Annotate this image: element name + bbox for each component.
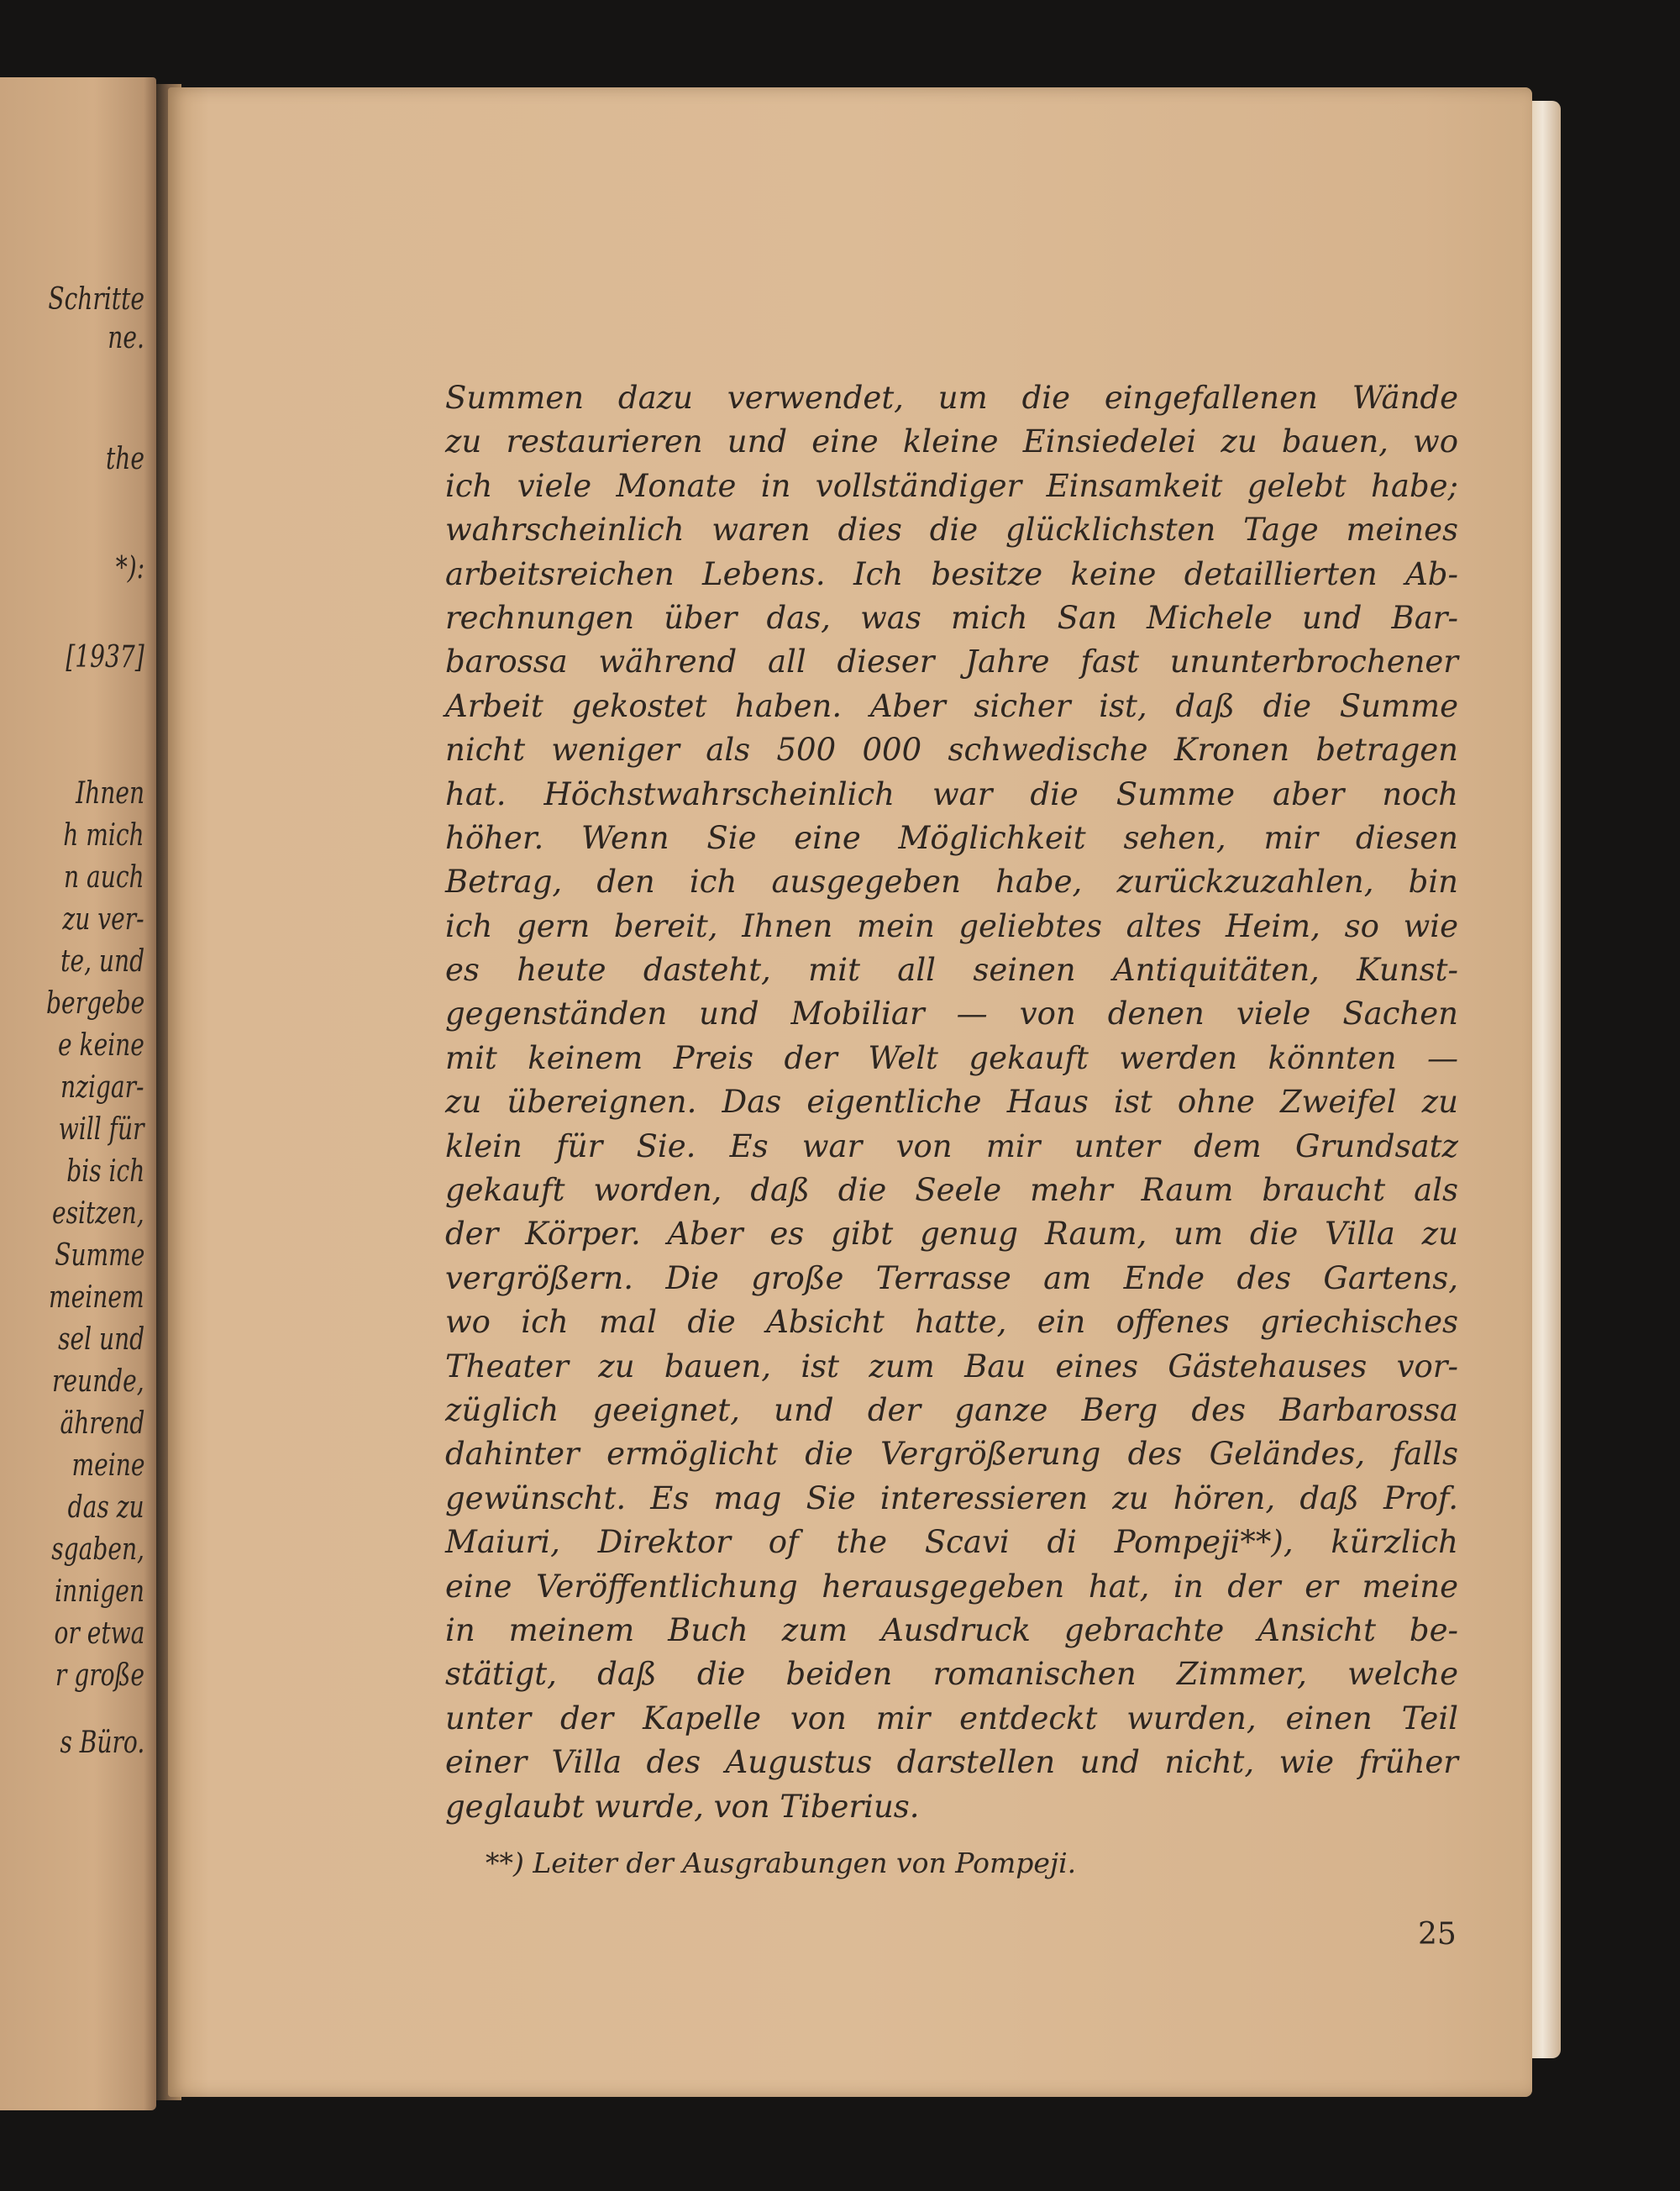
text-line: eine Veröffentlichung herausgegeben hat, in der er meine <box>445 1568 1458 1605</box>
text-line: gewünscht. Es mag Sie interessieren zu hören, daß Prof. <box>445 1479 1458 1516</box>
text-line: geglaubt wurde, von Tiberius. <box>445 1788 920 1825</box>
text-line: Theater zu bauen, ist zum Bau eines Gästehauses vor- <box>445 1348 1458 1384</box>
left-page-fragment: innigen <box>55 1574 144 1609</box>
left-page-fragment: sgaben, <box>51 1532 144 1567</box>
left-page-fragment: [1937] <box>66 640 144 675</box>
text-line: gekauft worden, daß die Seele mehr Raum braucht als <box>445 1172 1458 1209</box>
text-line: ich viele Monate in vollständiger Einsamkeit gelebt habe; <box>445 467 1458 504</box>
left-page-fragment: r große <box>55 1658 144 1693</box>
text-line: gegenständen und Mobiliar — von denen viele Sachen <box>445 996 1458 1032</box>
left-page-fragment: will für <box>59 1112 144 1147</box>
footnote: **) Leiter der Ausgrabungen von Pompeji. <box>486 1847 1077 1879</box>
left-page-fragment: *): <box>115 551 144 586</box>
text-line: Maiuri, Direktor of the Scavi di Pompeji**), kürzlich <box>445 1524 1458 1561</box>
left-page-fragment: s Büro. <box>60 1726 144 1760</box>
text-line: einer Villa des Augustus darstellen und nicht, wie früher <box>445 1744 1458 1781</box>
text-line: der Körper. Aber es gibt genug Raum, um die Villa zu <box>445 1216 1458 1253</box>
left-page-fragment: nzigar- <box>60 1070 144 1105</box>
text-line: klein für Sie. Es war von mir unter dem Grundsatz <box>445 1127 1458 1164</box>
text-line: wahrscheinlich waren dies die glücklichsten Tage meines <box>445 512 1458 549</box>
left-page-fragment: esitzen, <box>52 1196 144 1231</box>
left-page-fragment: h mich <box>63 818 144 853</box>
left-page-fragment: e keine <box>58 1028 144 1063</box>
left-page-fragment: zu ver- <box>62 902 144 937</box>
text-line: dahinter ermöglicht die Vergrößerung des Geländes, falls <box>445 1436 1458 1473</box>
left-page-fragment: Summe <box>54 1238 144 1273</box>
text-line: Betrag, den ich ausgegeben habe, zurückzuzahlen, bin <box>445 864 1458 901</box>
left-page-fragment: n auch <box>64 860 144 895</box>
text-line: hat. Höchstwahrscheinlich war die Summe aber noch <box>445 775 1458 812</box>
text-line: stätigt, daß die beiden romanischen Zimmer, welche <box>445 1656 1458 1693</box>
text-line: es heute dasteht, mit all seinen Antiquitäten, Kunst- <box>445 952 1458 989</box>
left-page-fragment: ährend <box>60 1406 144 1441</box>
left-page-fragment: meinem <box>49 1280 144 1315</box>
text-line: arbeitsreichen Lebens. Ich besitze keine detaillierten Ab- <box>445 555 1458 592</box>
text-line: Arbeit gekostet haben. Aber sicher ist, daß die Summe <box>445 687 1458 724</box>
left-page-fragment: bergebe <box>45 986 144 1021</box>
text-line: mit keinem Preis der Welt gekauft werden könnten — <box>445 1039 1458 1076</box>
text-line: vergrößern. Die große Terrasse am Ende des Gartens, <box>445 1259 1458 1296</box>
left-page-fragment: the <box>106 442 144 476</box>
left-page-fragment: reunde, <box>52 1364 144 1399</box>
left-page-fragment: ne. <box>108 321 144 355</box>
text-line: züglich geeignet, und der ganze Berg des Barbarossa <box>445 1391 1458 1428</box>
left-page-fragment: bis ich <box>66 1154 144 1189</box>
left-page-fragment: Schritte <box>48 282 144 317</box>
left-page-fragment: sel und <box>57 1322 144 1357</box>
left-page-fragment: das zu <box>68 1490 144 1525</box>
left-page-fragment: or etwa <box>54 1616 144 1651</box>
left-page-fragment: meine <box>71 1448 144 1483</box>
left-page-fragment: te, und <box>60 944 144 979</box>
text-line: Summen dazu verwendet, um die eingefallenen Wände <box>445 380 1458 416</box>
left-page <box>0 77 156 2110</box>
text-line: rechnungen über das, was mich San Michele und Bar- <box>445 599 1458 636</box>
body-text <box>445 376 1458 1829</box>
left-page-fragment: Ihnen <box>76 776 144 811</box>
right-page <box>168 87 1532 2097</box>
text-line: ich gern bereit, Ihnen mein geliebtes altes Heim, so wie <box>445 907 1458 944</box>
text-line: in meinem Buch zum Ausdruck gebrachte Ansicht be- <box>445 1611 1458 1648</box>
text-line: nicht weniger als 500 000 schwedische Kronen betragen <box>445 732 1458 769</box>
text-line: zu restaurieren und eine kleine Einsiedelei zu bauen, wo <box>445 423 1458 460</box>
text-line: barossa während all dieser Jahre fast ununterbrochener <box>445 644 1458 680</box>
text-line: unter der Kapelle von mir entdeckt wurden, einen Teil <box>445 1700 1458 1737</box>
text-line: wo ich mal die Absicht hatte, ein offenes griechisches <box>445 1304 1458 1341</box>
text-line: höher. Wenn Sie eine Möglichkeit sehen, mir diesen <box>445 819 1458 856</box>
page-number: 25 <box>1418 1917 1457 1952</box>
text-line: zu übereignen. Das eigentliche Haus ist ohne Zweifel zu <box>445 1084 1458 1121</box>
